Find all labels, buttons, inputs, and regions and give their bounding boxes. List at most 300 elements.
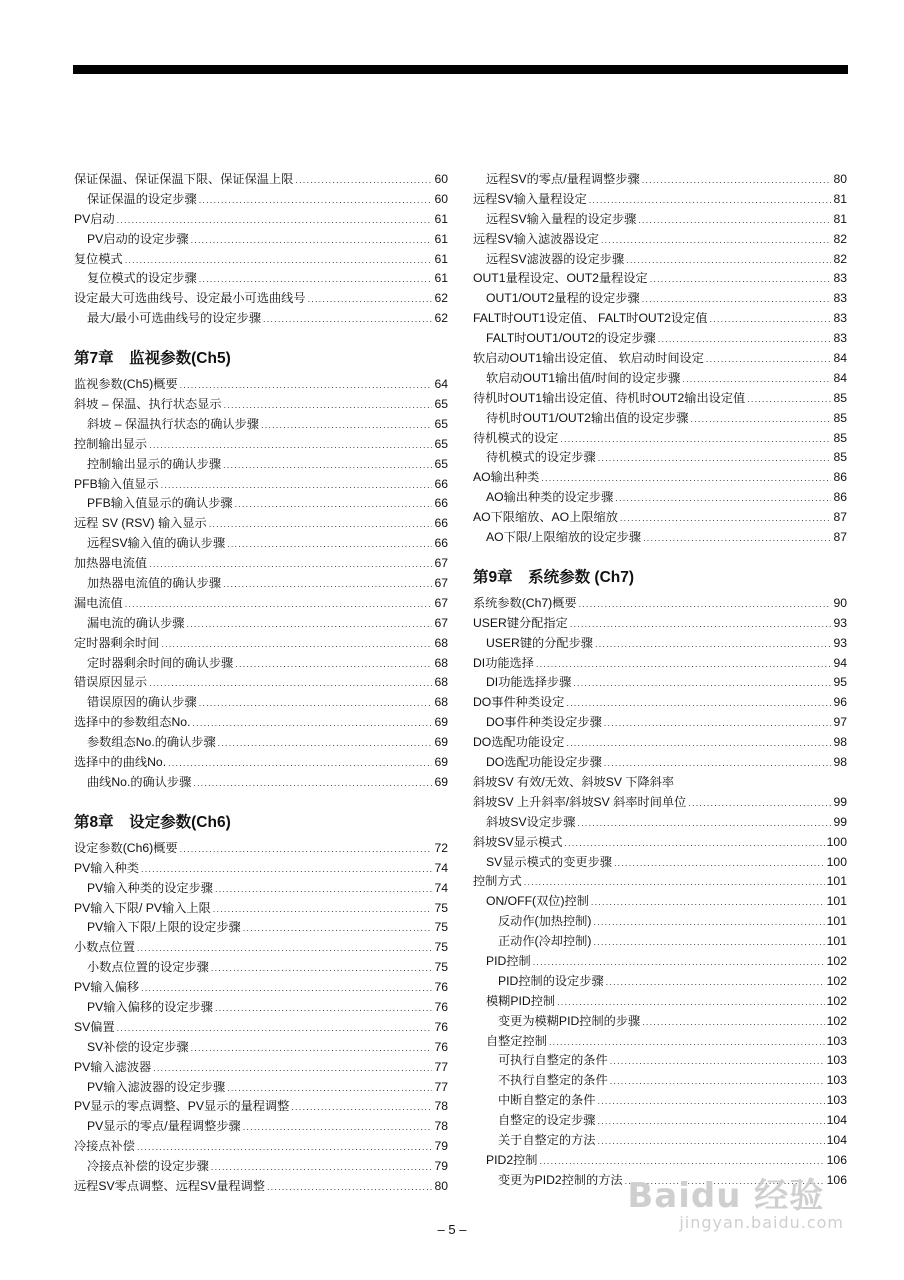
toc-entry[interactable] xyxy=(473,733,847,753)
dot-leader xyxy=(308,290,433,310)
dot-leader xyxy=(650,270,832,290)
toc-page-number: 68 xyxy=(434,635,448,650)
dot-leader xyxy=(598,1132,825,1152)
toc-entry[interactable] xyxy=(473,409,847,429)
toc-entry[interactable] xyxy=(74,899,448,919)
toc-entry[interactable] xyxy=(74,839,448,859)
toc-page-number: 104 xyxy=(826,1113,847,1128)
dot-leader xyxy=(638,211,831,231)
toc-entry[interactable] xyxy=(473,813,847,833)
toc-entry[interactable] xyxy=(74,673,448,693)
watermark-logo: Baidu 经验 xyxy=(627,1176,825,1216)
toc-page-number: 72 xyxy=(434,840,448,855)
toc-entry[interactable] xyxy=(473,1111,847,1131)
dot-leader xyxy=(161,635,432,655)
toc-entry[interactable] xyxy=(74,733,448,753)
watermark-site: jingyan.baidu.com xyxy=(679,1213,844,1232)
toc-entry[interactable] xyxy=(473,932,847,952)
toc-entry[interactable] xyxy=(473,1131,847,1151)
toc-page-number: 87 xyxy=(833,510,847,525)
dot-leader xyxy=(137,1138,433,1158)
toc-entry[interactable] xyxy=(74,753,448,773)
toc-entry[interactable] xyxy=(473,892,847,912)
toc-page-number: 93 xyxy=(833,635,847,650)
dot-leader xyxy=(557,993,825,1013)
toc-page-number: 61 xyxy=(434,271,448,286)
toc-entry[interactable] xyxy=(473,614,847,634)
toc-page-number: 90 xyxy=(833,595,847,610)
toc-entry[interactable] xyxy=(473,793,847,813)
toc-entry[interactable] xyxy=(473,448,847,468)
dot-leader xyxy=(604,714,832,734)
toc-entry[interactable] xyxy=(74,594,448,614)
toc-entry-title: 远程SV输入值的确认步骤 xyxy=(87,536,226,551)
toc-page-number: 75 xyxy=(434,900,448,915)
toc-page-number: 67 xyxy=(434,595,448,610)
toc-page-number: 87 xyxy=(833,530,847,545)
dot-leader xyxy=(747,390,831,410)
toc-page-number: 67 xyxy=(434,556,448,571)
chapter-heading: 第9章 系统参数 (Ch7) xyxy=(473,568,635,586)
toc-entry[interactable] xyxy=(74,634,448,654)
toc-entry[interactable] xyxy=(473,289,847,309)
dot-leader xyxy=(149,436,432,456)
dot-leader xyxy=(560,430,831,450)
dot-leader xyxy=(191,1039,433,1059)
dot-leader xyxy=(223,575,432,595)
dot-leader xyxy=(570,615,832,635)
dot-leader xyxy=(235,495,433,515)
toc-entry-title: 不执行自整定的条件 xyxy=(498,1073,608,1088)
toc-entry[interactable] xyxy=(473,508,847,528)
toc-page-number: 61 xyxy=(434,251,448,266)
toc-entry-title: 系统参数(Ch7)概要 xyxy=(473,595,577,610)
toc-entry[interactable] xyxy=(74,574,448,594)
toc-page-number: 85 xyxy=(833,410,847,425)
toc-entry[interactable] xyxy=(74,170,448,190)
toc-entry[interactable] xyxy=(74,210,448,230)
toc-page-number: 97 xyxy=(833,715,847,730)
toc-page-number: 60 xyxy=(434,191,448,206)
toc-page-number: 81 xyxy=(833,191,847,206)
toc-entry[interactable] xyxy=(74,879,448,899)
toc-entry-title: OUT1量程设定、OUT2量程设定 xyxy=(473,271,648,286)
toc-entry-title: 复位模式的设定步骤 xyxy=(87,271,197,286)
toc-entry-title: DO选配功能设定 xyxy=(473,735,565,750)
toc-entry-title: USER键的分配步骤 xyxy=(486,635,593,650)
dot-leader xyxy=(536,655,832,675)
toc-entry[interactable] xyxy=(74,1177,448,1197)
toc-page-number: 102 xyxy=(826,993,847,1008)
toc-entry-title: DO事件种类设定 xyxy=(473,695,565,710)
toc-entry-title: 远程SV输入量程的设定步骤 xyxy=(486,211,637,226)
dot-leader xyxy=(626,251,831,271)
toc-page-number: 67 xyxy=(434,576,448,591)
toc-entry-title: 保证保温、保证保温下限、保证保温上限 xyxy=(74,172,294,186)
toc-entry[interactable] xyxy=(74,475,448,495)
dot-leader xyxy=(642,290,832,310)
toc-entry[interactable] xyxy=(473,1091,847,1111)
toc-entry[interactable] xyxy=(473,912,847,932)
toc-page-number: 68 xyxy=(434,695,448,710)
toc-entry-title: 软启动OUT1输出值/时间的设定步骤 xyxy=(486,370,681,385)
toc-page-number: 77 xyxy=(434,1059,448,1074)
toc-page-number: 84 xyxy=(833,370,847,385)
toc-page-number: 79 xyxy=(434,1159,448,1174)
toc-page-number: 102 xyxy=(826,973,847,988)
toc-page-number: 75 xyxy=(434,920,448,935)
toc-page-number: 80 xyxy=(833,172,847,186)
toc-page-number: 86 xyxy=(833,490,847,505)
toc-entry-title: 设定参数(Ch6)概要 xyxy=(74,840,178,855)
dot-leader xyxy=(211,1158,433,1178)
toc-entry[interactable] xyxy=(473,429,847,449)
toc-entry[interactable] xyxy=(473,773,847,793)
toc-entry[interactable] xyxy=(74,1157,448,1177)
toc-entry-title: PV显示的零点调整、PV显示的量程调整 xyxy=(74,1099,290,1114)
toc-entry-title: ON/OFF(双位)控制 xyxy=(486,894,589,909)
toc-entry-title: PV输入滤波器 xyxy=(74,1059,152,1074)
toc-entry[interactable] xyxy=(74,554,448,574)
toc-entry[interactable] xyxy=(74,978,448,998)
dot-leader xyxy=(187,615,433,635)
toc-entry-title: PV输入滤波器的设定步骤 xyxy=(87,1079,226,1094)
dot-leader xyxy=(533,953,825,973)
toc-page-number: 66 xyxy=(434,516,448,531)
toc-entry-title: 远程SV零点调整、远程SV量程调整 xyxy=(74,1178,265,1193)
dot-leader xyxy=(235,655,432,675)
toc-entry[interactable] xyxy=(74,1097,448,1117)
dot-leader xyxy=(682,370,831,390)
toc-page-number: 78 xyxy=(434,1099,448,1114)
toc-entry[interactable] xyxy=(473,1051,847,1071)
chapter-heading: 第8章 设定参数(Ch6) xyxy=(74,813,231,831)
toc-entry-title: PV输入下限/ PV输入上限 xyxy=(74,900,211,915)
dot-leader xyxy=(642,171,832,191)
toc-entry-title: 控制输出显示的确认步骤 xyxy=(87,456,222,471)
toc-page-number: 69 xyxy=(434,755,448,770)
toc-entry[interactable] xyxy=(473,389,847,409)
toc-entry-title: 选择中的曲线No. xyxy=(74,755,167,770)
dot-leader xyxy=(601,231,831,251)
toc-entry[interactable] xyxy=(74,230,448,250)
toc-entry[interactable] xyxy=(473,594,847,614)
dot-leader xyxy=(589,191,832,211)
dot-leader xyxy=(149,555,432,575)
toc-entry-title: 错误原因显示 xyxy=(74,675,148,690)
toc-entry[interactable] xyxy=(74,309,448,329)
toc-entry[interactable] xyxy=(74,773,448,793)
toc-entry[interactable] xyxy=(473,634,847,654)
toc-page-number: 103 xyxy=(826,1053,847,1068)
toc-page-number: 83 xyxy=(833,271,847,286)
toc-entry-title: PV输入偏移的设定步骤 xyxy=(87,999,213,1014)
toc-entry-title: 定时器剩余时间的确认步骤 xyxy=(87,655,234,670)
toc-entry[interactable] xyxy=(74,859,448,879)
dot-leader xyxy=(192,714,432,734)
page-number: – 5 – xyxy=(437,1222,467,1237)
toc-entry[interactable] xyxy=(74,514,448,534)
toc-entry[interactable] xyxy=(473,872,847,892)
toc-entry-title: 复位模式 xyxy=(74,251,123,266)
toc-entry-title: PID控制的设定步骤 xyxy=(498,973,604,988)
dot-leader xyxy=(658,330,832,350)
toc-entry-title: 可执行自整定的条件 xyxy=(498,1053,608,1068)
toc-entry-title: 斜坡 – 保温、执行状态显示 xyxy=(74,397,222,412)
toc-page-number: 102 xyxy=(826,953,847,968)
toc-page-number: 106 xyxy=(826,1172,847,1187)
dot-leader xyxy=(199,694,433,714)
chapter-heading: 第7章 监视参数(Ch5) xyxy=(74,350,231,368)
toc-page-number: 80 xyxy=(434,1178,448,1193)
toc-page-number: 68 xyxy=(434,675,448,690)
toc-page-number: 62 xyxy=(434,311,448,326)
toc-entry[interactable] xyxy=(473,673,847,693)
toc-entry[interactable] xyxy=(74,289,448,309)
toc-entry-title: PID控制 xyxy=(486,953,531,968)
toc-entry-title: FALT时OUT1设定值、 FALT时OUT2设定值 xyxy=(473,311,708,326)
toc-entry-title: AO输出种类的设定步骤 xyxy=(486,490,614,505)
toc-page-number: 106 xyxy=(826,1152,847,1167)
toc-entry[interactable] xyxy=(74,614,448,634)
toc-page-number: 102 xyxy=(826,1013,847,1028)
toc-entry-title: 冷接点补偿的设定步骤 xyxy=(87,1159,209,1174)
toc-entry[interactable] xyxy=(74,713,448,733)
toc-entry-title: 小数点位置 xyxy=(74,940,135,955)
dot-leader xyxy=(218,734,433,754)
toc-page-number: 82 xyxy=(833,251,847,266)
toc-entry[interactable] xyxy=(74,918,448,938)
toc-entry[interactable] xyxy=(473,1012,847,1032)
toc-entry[interactable] xyxy=(473,528,847,548)
toc-entry-title: 待机模式的设定步骤 xyxy=(486,450,596,465)
toc-entry-title: 设定最大可选曲线号、设定最小可选曲线号 xyxy=(74,291,306,306)
toc-entry-title: 远程SV滤波器的设定步骤 xyxy=(486,251,625,266)
dot-leader xyxy=(706,350,832,370)
dot-leader xyxy=(125,251,433,271)
toc-entry[interactable] xyxy=(74,534,448,554)
toc-entry[interactable] xyxy=(74,395,448,415)
toc-entry[interactable] xyxy=(473,952,847,972)
toc-entry[interactable] xyxy=(473,693,847,713)
toc-page-number: 83 xyxy=(833,331,847,346)
toc-entry-title: DO事件种类设定步骤 xyxy=(486,715,602,730)
dot-leader xyxy=(295,171,432,191)
toc-page-number: 78 xyxy=(434,1119,448,1134)
dot-leader xyxy=(598,1092,825,1112)
toc-entry[interactable] xyxy=(74,415,448,435)
toc-entry[interactable] xyxy=(473,190,847,210)
toc-page-number: 103 xyxy=(826,1073,847,1088)
toc-entry[interactable] xyxy=(473,250,847,270)
toc-entry[interactable] xyxy=(74,435,448,455)
toc-entry-title: 控制输出显示 xyxy=(74,436,148,451)
toc-entry-title: 定时器剩余时间 xyxy=(74,635,160,650)
toc-entry[interactable] xyxy=(74,494,448,514)
toc-entry-title: 加热器电流值 xyxy=(74,556,148,571)
toc-entry[interactable] xyxy=(473,833,847,853)
toc-entry-title: 曲线No.的确认步骤 xyxy=(87,774,192,789)
toc-entry[interactable] xyxy=(74,269,448,289)
toc-entry-title: 斜坡SV设定步骤 xyxy=(486,814,576,829)
toc-entry[interactable] xyxy=(473,349,847,369)
toc-entry-title: 变更为PID2控制的方法 xyxy=(498,1172,623,1187)
toc-page-number: 101 xyxy=(826,874,847,889)
toc-entry-title: FALT时OUT1/OUT2的设定步骤 xyxy=(486,331,656,346)
toc-entry-title: PV输入种类 xyxy=(74,860,140,875)
toc-page-number: 61 xyxy=(434,211,448,226)
toc-entry-title: 参数组态No.的确认步骤 xyxy=(87,735,216,750)
toc-page-number: 74 xyxy=(434,880,448,895)
toc-entry[interactable] xyxy=(74,938,448,958)
toc-page-number: 65 xyxy=(434,436,448,451)
header-rule xyxy=(73,65,848,74)
toc-entry-title: 待机时OUT1输出设定值、待机时OUT2输出设定值 xyxy=(473,390,746,405)
toc-entry[interactable] xyxy=(74,1137,448,1157)
toc-page-number: 76 xyxy=(434,1019,448,1034)
toc-entry-title: 斜坡 – 保温执行状态的确认步骤 xyxy=(87,416,259,431)
dot-leader xyxy=(227,1079,432,1099)
dot-leader xyxy=(291,1098,432,1118)
toc-page-number: 98 xyxy=(833,755,847,770)
dot-leader xyxy=(593,913,824,933)
toc-entry-title: AO输出种类 xyxy=(473,470,540,485)
toc-entry-title: PV启动 xyxy=(74,211,115,226)
dot-leader xyxy=(620,509,832,529)
toc-entry-title: 冷接点补偿 xyxy=(74,1139,135,1154)
dot-leader xyxy=(604,754,832,774)
toc-entry-title: DO选配功能设定步骤 xyxy=(486,755,602,770)
toc-entry[interactable] xyxy=(74,958,448,978)
toc-entry[interactable] xyxy=(473,269,847,289)
toc-entry[interactable] xyxy=(74,250,448,270)
toc-entry[interactable] xyxy=(74,375,448,395)
dot-leader xyxy=(125,595,433,615)
toc-entry-title: 反动作(加热控制) xyxy=(498,914,592,929)
toc-right-column xyxy=(473,170,847,1191)
dot-leader xyxy=(153,1059,432,1079)
toc-page-number: 76 xyxy=(434,980,448,995)
dot-leader xyxy=(549,1033,825,1053)
toc-entry[interactable] xyxy=(473,170,847,190)
toc-entry-title: 软启动OUT1输出设定值、 软启动时间设定 xyxy=(473,351,704,366)
toc-entry[interactable] xyxy=(473,853,847,873)
toc-entry[interactable] xyxy=(74,1058,448,1078)
dot-leader xyxy=(267,1178,432,1198)
toc-entry[interactable] xyxy=(473,369,847,389)
toc-entry[interactable] xyxy=(473,230,847,250)
dot-leader xyxy=(191,231,433,251)
toc-entry[interactable] xyxy=(473,1071,847,1091)
toc-entry-title: PV输入下限/上限的设定步骤 xyxy=(87,920,241,935)
dot-leader xyxy=(168,754,432,774)
toc-entry[interactable] xyxy=(74,190,448,210)
toc-entry-title: PFB输入值显示 xyxy=(74,476,159,491)
toc-page-number: 84 xyxy=(833,351,847,366)
toc-entry[interactable] xyxy=(74,654,448,674)
toc-page-number: 101 xyxy=(826,934,847,949)
toc-page-number: 76 xyxy=(434,999,448,1014)
dot-leader xyxy=(614,854,825,874)
dot-leader xyxy=(564,834,824,854)
toc-page-number: 68 xyxy=(434,655,448,670)
toc-page-number: 79 xyxy=(434,1139,448,1154)
toc-entry-title: 漏电流的确认步骤 xyxy=(87,615,185,630)
toc-entry[interactable] xyxy=(74,1117,448,1137)
toc-entry-title: 中断自整定的条件 xyxy=(498,1093,596,1108)
toc-entry-title: 待机时OUT1/OUT2输出值的设定步骤 xyxy=(486,410,689,425)
toc-entry[interactable] xyxy=(74,1018,448,1038)
toc-entry-title: 控制方式 xyxy=(473,874,522,889)
toc-entry-title: PV启动的设定步骤 xyxy=(87,231,189,246)
toc-entry[interactable] xyxy=(74,455,448,475)
toc-entry-title: 错误原因的确认步骤 xyxy=(87,695,197,710)
toc-page-number: 81 xyxy=(833,211,847,226)
dot-leader xyxy=(566,734,831,754)
dot-leader xyxy=(593,933,824,953)
toc-page-number: 100 xyxy=(826,834,847,849)
toc-entry[interactable] xyxy=(74,1078,448,1098)
dot-leader xyxy=(215,999,432,1019)
toc-entry-title: 斜坡SV显示模式 xyxy=(473,834,563,849)
dot-leader xyxy=(215,880,432,900)
watermark xyxy=(627,1168,844,1232)
toc-page-number: 96 xyxy=(833,695,847,710)
toc-page-number: 99 xyxy=(833,814,847,829)
toc-entry-title: 加热器电流值的确认步骤 xyxy=(87,576,222,591)
toc-entry-title: 模糊PID控制 xyxy=(486,993,556,1008)
toc-entry[interactable] xyxy=(473,309,847,329)
dot-leader xyxy=(598,449,832,469)
toc-entry-title: 选择中的参数组态No. xyxy=(74,715,191,730)
toc-entry[interactable] xyxy=(473,654,847,674)
dot-leader xyxy=(541,469,831,489)
toc-entry[interactable] xyxy=(473,713,847,733)
toc-page-number: 94 xyxy=(833,655,847,670)
toc-page-number: 103 xyxy=(826,1033,847,1048)
toc-entry-title: 小数点位置的设定步骤 xyxy=(87,960,209,975)
toc-entry-title: DI功能选择步骤 xyxy=(486,675,572,690)
toc-entry[interactable] xyxy=(74,998,448,1018)
toc-entry-title: 远程SV的零点/量程调整步骤 xyxy=(486,172,640,186)
toc-entry-title: 待机模式的设定 xyxy=(473,430,559,445)
dot-leader xyxy=(199,191,433,211)
dot-leader xyxy=(213,900,433,920)
toc-entry-title: AO下限/上限缩放的设定步骤 xyxy=(486,530,642,545)
toc-entry-title: 自整定控制 xyxy=(486,1033,547,1048)
toc-entry[interactable] xyxy=(473,972,847,992)
toc-page-number: 77 xyxy=(434,1079,448,1094)
toc-entry[interactable] xyxy=(473,753,847,773)
toc-entry[interactable] xyxy=(74,1038,448,1058)
toc-entry-title: USER键分配指定 xyxy=(473,615,568,630)
toc-entry[interactable] xyxy=(473,210,847,230)
toc-page-number: 75 xyxy=(434,940,448,955)
toc-entry-title: 变更为模糊PID控制的步骤 xyxy=(498,1013,641,1028)
toc-entry[interactable] xyxy=(473,1032,847,1052)
toc-page-number: 85 xyxy=(833,430,847,445)
dot-leader xyxy=(141,979,432,999)
toc-entry[interactable] xyxy=(74,693,448,713)
toc-page-number: 99 xyxy=(833,794,847,809)
toc-page-number: 85 xyxy=(833,450,847,465)
dot-leader xyxy=(141,860,432,880)
toc-entry[interactable] xyxy=(473,468,847,488)
toc-entry[interactable] xyxy=(473,488,847,508)
toc-entry[interactable] xyxy=(473,329,847,349)
toc-entry[interactable] xyxy=(473,992,847,1012)
dot-leader xyxy=(243,919,433,939)
